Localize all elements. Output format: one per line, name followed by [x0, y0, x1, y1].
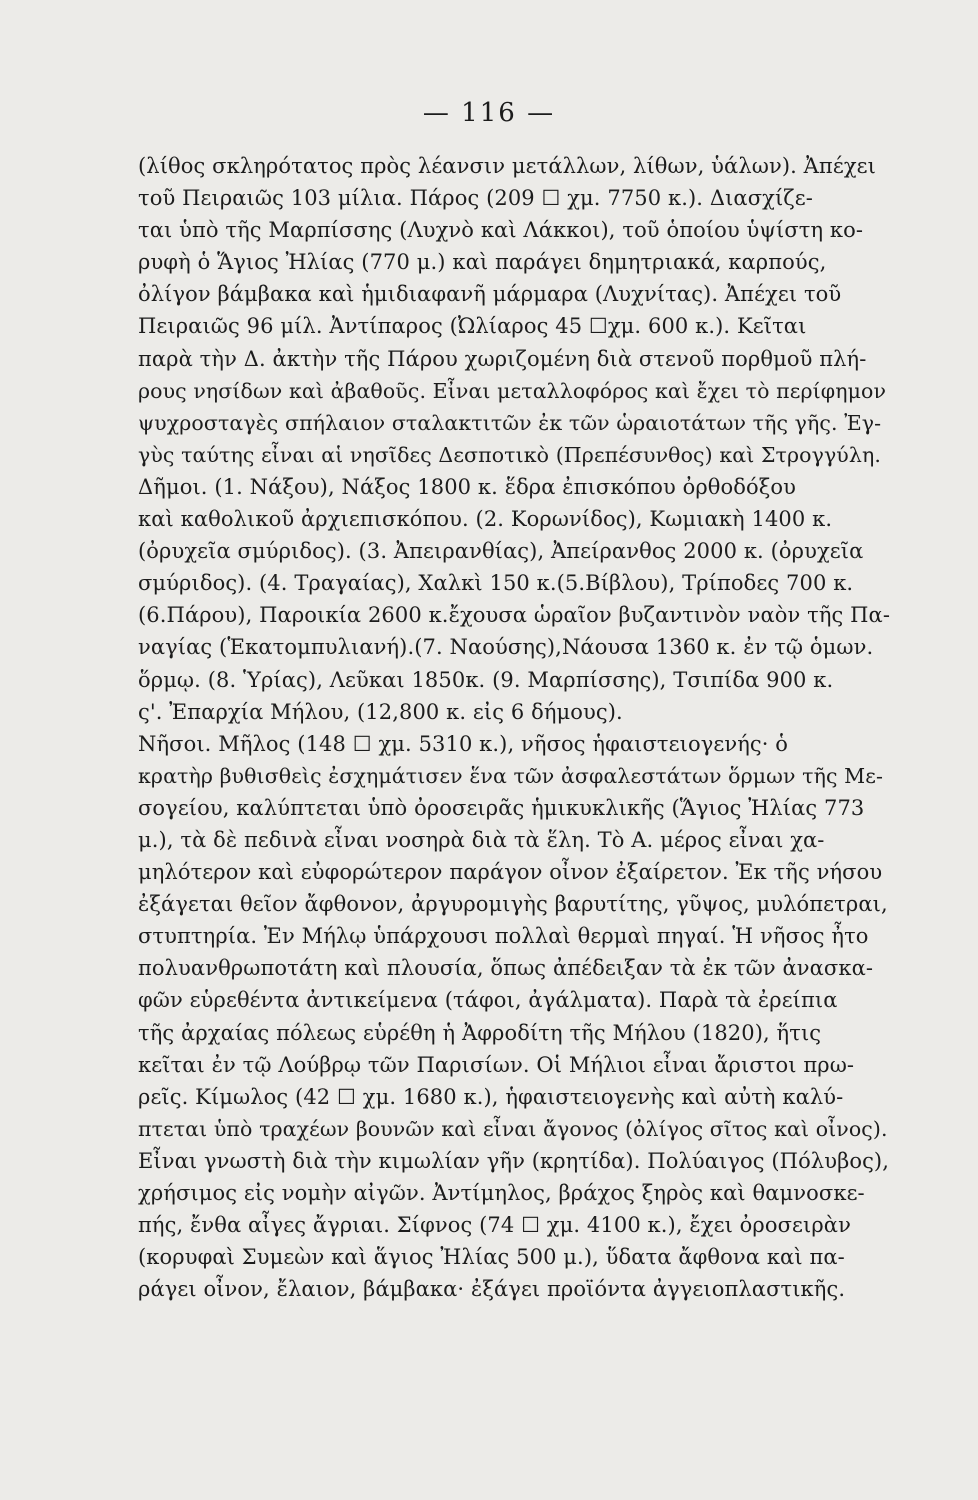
text-line: Πειραιῶς 96 μίλ. Ἀντίπαρος (Ὠλίαρος 45 ☐χμ. 600 κ.). Κεῖται — [138, 314, 807, 339]
text-line: στυπτηρία. Ἐν Μήλῳ ὑπάρχουσι πολλαὶ θερμαὶ πηγαί. Ἡ νῆσος ἦτο — [138, 924, 869, 949]
text-line: πτεται ὑπὸ τραχέων βουνῶν καὶ εἶναι ἄγονος (ὀλίγος σῖτος καὶ οἶνος). — [138, 1116, 888, 1141]
text-line: ται ὑπὸ τῆς Μαρπίσσης (Λυχνὸ καὶ Λάκκοι), τοῦ ὁποίου ὑψίστη κο- — [138, 218, 864, 243]
text-line: (ὀρυχεῖα σμύριδος). (3. Ἀπειρανθίας), Ἀπείρανθος 2000 κ. (ὀρυχεῖα — [138, 539, 864, 564]
text-line: ράγει οἶνον, ἔλαιον, βάμβακα· ἐξάγει προϊόντα ἀγγειοπλαστικῆς. — [138, 1277, 846, 1302]
text-line: καὶ καθολικοῦ ἀρχιεπισκόπου. (2. Κορωνίδος), Κωμιακὴ 1400 κ. — [138, 507, 833, 532]
text-line: φῶν εὑρεθέντα ἀντικείμενα (τάφοι, ἀγάλματα). Παρὰ τὰ ἐρείπια — [138, 988, 838, 1013]
text-line: τοῦ Πειραιῶς 103 μίλια. Πάρος (209 ☐ χμ. 7750 κ.). Διασχίζε- — [138, 186, 813, 211]
text-line: ρεῖς. Κίμωλος (42 ☐ χμ. 1680 κ.), ἡφαιστειογενὴς καὶ αὐτὴ καλύ- — [138, 1084, 844, 1109]
text-line: Δῆμοι. (1. Νάξου), Νάξος 1800 κ. ἕδρα ἐπισκόπου ὀρθοδόξου — [138, 474, 797, 499]
text-line: (6.Πάρου), Παροικία 2600 κ.ἔχουσα ὡραῖον βυζαντινὸν ναὸν τῆς Πα- — [138, 603, 890, 628]
text-line: κρατὴρ βυθισθεὶς ἐσχημάτισεν ἕνα τῶν ἀσφαλεστάτων ὅρμων τῆς Με- — [138, 763, 884, 788]
text-line: ὀλίγον βάμβακα καὶ ἡμιδιαφανῆ μάρμαρα (Λυχνίτας). Ἀπέχει τοῦ — [138, 282, 842, 307]
text-line: παρὰ τὴν Δ. ἀκτὴν τῆς Πάρου χωριζομένη διὰ στενοῦ πορθμοῦ πλή- — [138, 346, 867, 371]
text-line: τῆς ἀρχαίας πόλεως εὑρέθη ἡ Ἀφροδίτη τῆς Μήλου (1820), ἥτις — [138, 1020, 822, 1045]
text-line: ς'. Ἐπαρχία Μήλου, (12,800 κ. εἰς 6 δήμους). — [138, 699, 623, 724]
text-line: Εἶναι γνωστὴ διὰ τὴν κιμωλίαν γῆν (κρητίδα). Πολύαιγος (Πόλυβος), — [138, 1148, 889, 1173]
text-line: ἐξάγεται θεῖον ἄφθονον, ἀργυρομιγὴς βαρυτίτης, γῦψος, μυλόπετραι, — [138, 892, 888, 917]
text-line: πολυανθρωποτάτη καὶ πλουσία, ὅπως ἀπέδειξαν τὰ ἐκ τῶν ἀνασκα- — [138, 956, 874, 981]
text-line: κεῖται ἐν τῷ Λούβρῳ τῶν Παρισίων. Οἱ Μήλιοι εἶναι ἄριστοι πρω- — [138, 1052, 855, 1077]
text-line: σμύριδος). (4. Τραγαίας), Χαλκὶ 150 κ.(5.Βίβλου), Τρίποδες 700 κ. — [138, 571, 854, 596]
text-line: χρήσιμος εἰς νομὴν αἰγῶν. Ἀντίμηλος, βράχος ξηρὸς καὶ θαμνοσκε- — [138, 1181, 865, 1205]
text-line: ρυφὴ ὁ Ἅγιος Ἠλίας (770 μ.) καὶ παράγει δημητριακά, καρπούς, — [138, 250, 827, 275]
text-line: πής, ἔνθα αἶγες ἄγριαι. Σίφνος (74 ☐ χμ. 4100 κ.), ἔχει ὀροσειρὰν — [138, 1213, 851, 1238]
text-line: ναγίας (Ἑκατομπυλιανή).(7. Ναούσης),Νάουσα 1360 κ. ἐν τῷ ὁμων. — [138, 635, 874, 660]
text-line: γὺς ταύτης εἶναι αἱ νησῖδες Δεσποτικὸ (Πρεπέσυνθος) καὶ Στρογγύλη. — [138, 442, 881, 467]
text-line: (λίθος σκληρότατος πρὸς λέανσιν μετάλλων, λίθων, ὑάλων). Ἀπέχει — [138, 154, 876, 178]
text-line: Νῆσοι. Μῆλος (148 ☐ χμ. 5310 κ.), νῆσος ἡφαιστειογενής· ὁ — [138, 731, 789, 756]
text-line: ρους νησίδων καὶ ἀβαθοῦς. Εἶναι μεταλλοφόρος καὶ ἔχει τὸ περίφημον — [138, 378, 887, 403]
text-line: σογείου, καλύπτεται ὑπὸ ὀροσειρᾶς ἡμικυκλικῆς (Ἅγιος Ἠλίας 773 — [138, 795, 865, 820]
text-line: (κορυφαὶ Συμεὼν καὶ ἅγιος Ἠλίας 500 μ.), ὕδατα ἄφθονα καὶ πα- — [138, 1245, 845, 1270]
text-line: μηλότερον καὶ εὐφορώτερον παράγον οἶνον ἐξαίρετον. Ἐκ τῆς νήσου — [138, 860, 883, 885]
text-line: ὅρμῳ. (8. Ὑρίας), Λεῦκαι 1850κ. (9. Μαρπίσσης), Τσιπίδα 900 κ. — [138, 667, 834, 692]
body-text — [138, 150, 890, 1305]
text-line: μ.), τὰ δὲ πεδινὰ εἶναι νοσηρὰ διὰ τὰ ἕλη. Τὸ Α. μέρος εἶναι χα- — [138, 827, 825, 852]
text-line: ψυχροσταγὲς σπήλαιον σταλακτιτῶν ἐκ τῶν ὡραιοτάτων τῆς γῆς. Ἐγ- — [138, 410, 882, 435]
page-number: — 116 — — [422, 98, 556, 128]
